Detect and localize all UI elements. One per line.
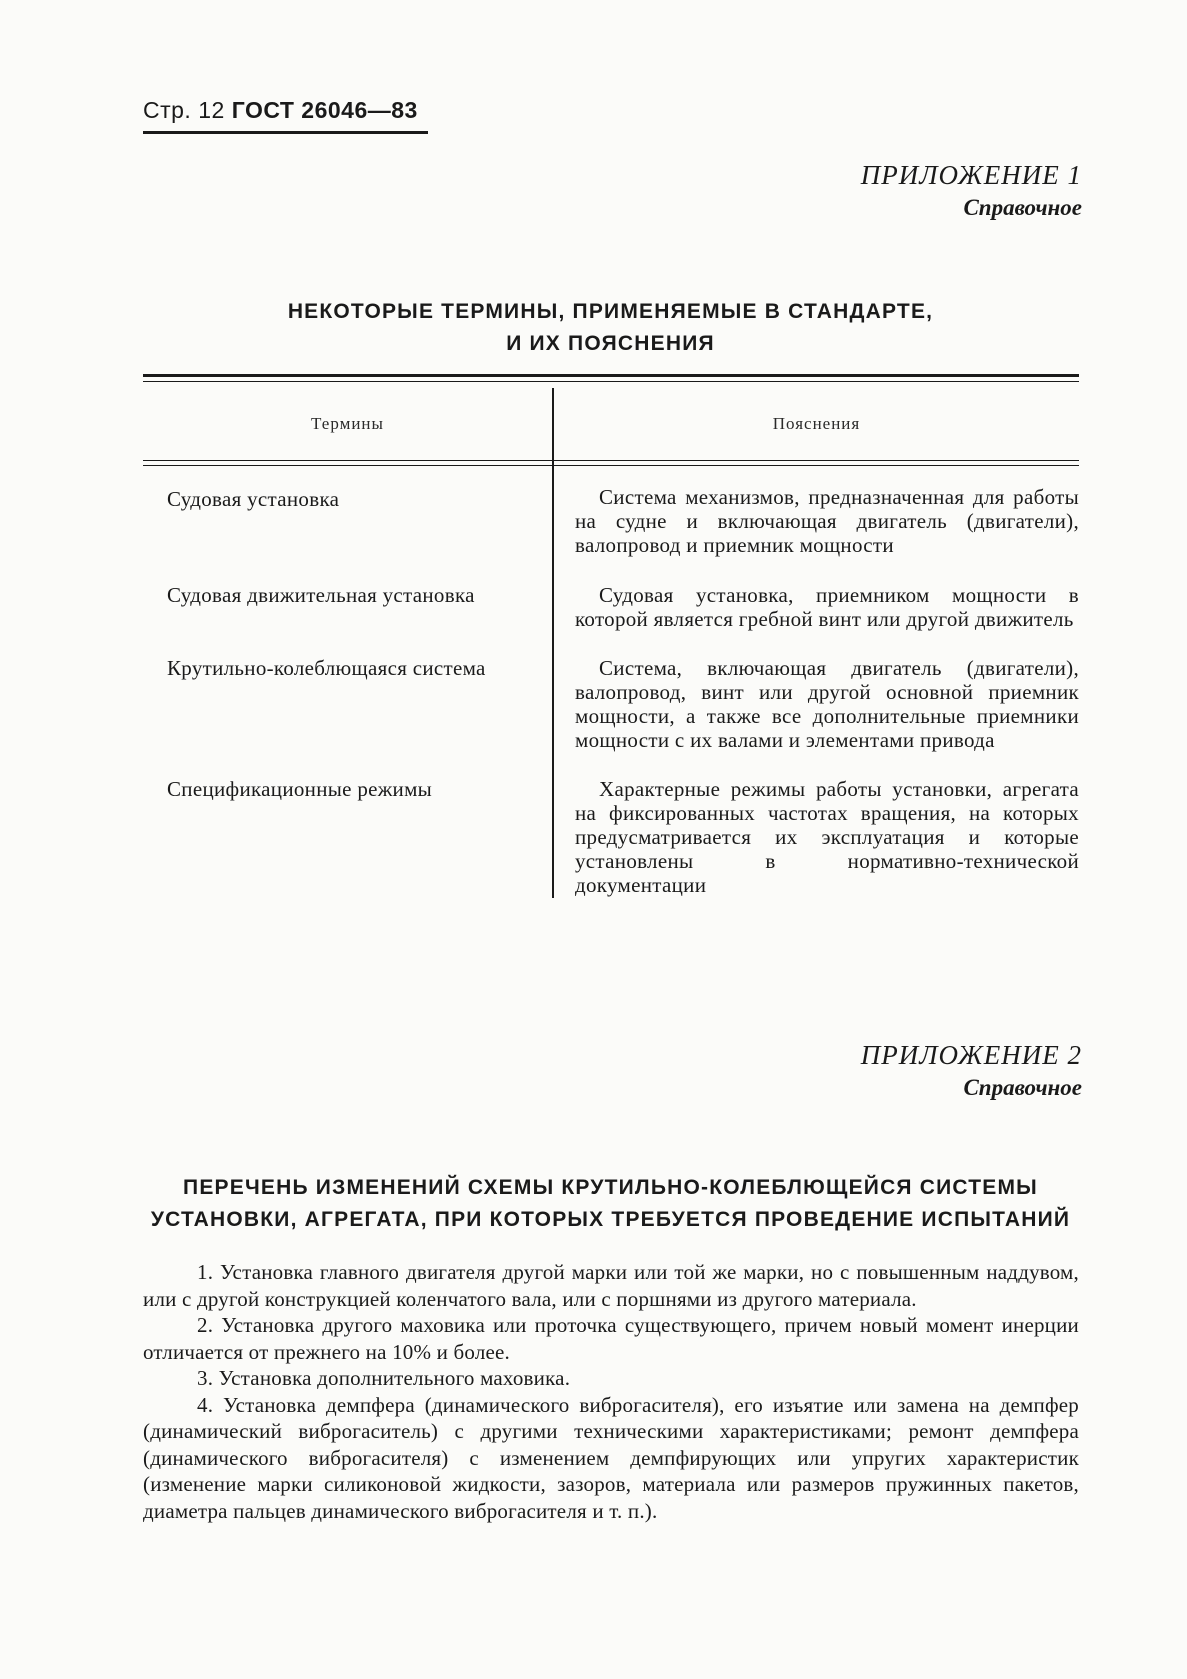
appendix-2-title: ПРИЛОЖЕНИЕ 2: [860, 1040, 1082, 1070]
appendix-2-label: [861, 1040, 1082, 1101]
table-row-term: Судовая движительная установка: [167, 583, 475, 607]
changes-list: [143, 1259, 1079, 1524]
list-item: 4. Установка демпфера (динамического виброгасителя), его изъятие или замена на демпфер (динамический виброгаситель) с другими техническими характеристиками; ремонт демпфера (динамического виброгасителя) с изменением демпфирующих или упругих характеристик (изменение марки силиконовой жидкости, зазоров, материала или размеров пружинных пакетов, диаметра пальцев динамического виброгасителя и т. п.).: [143, 1392, 1079, 1523]
table-header-rule-2: [143, 465, 1079, 466]
list-item: 2. Установка другого маховика или проточка существующего, причем новый момент инерции отличается от прежнего на 10% и более.: [143, 1313, 1079, 1364]
column-header-terms: Термины: [311, 414, 384, 433]
table-header-rule: [143, 460, 1079, 461]
appendix-2-subtitle: Справочное: [963, 1075, 1082, 1100]
appendix-1-subtitle: Справочное: [963, 195, 1082, 220]
section-1-heading-line-2: И ИХ ПОЯСНЕНИЯ: [506, 332, 715, 355]
page-header: [143, 97, 418, 124]
list-item: 1. Установка главного двигателя другой марки или той же марки, но с повышенным наддувом, или с другой конструкцией коленчатого вала, или с поршнями из другого материала.: [143, 1260, 1079, 1311]
section-1-heading: [143, 296, 1078, 360]
header-rule: [143, 131, 428, 134]
page-number: Стр. 12: [143, 97, 225, 123]
appendix-1-label: [861, 160, 1082, 221]
section-1-heading-line-1: НЕКОТОРЫЕ ТЕРМИНЫ, ПРИМЕНЯЕМЫЕ В СТАНДАРТЕ,: [287, 300, 934, 323]
table-top-rule: [143, 374, 1079, 377]
table-row-explanation: Система механизмов, предназначенная для работы на судне и включающая двигатель (двигатели), валопровод и приемник мощности: [575, 485, 1079, 557]
table-row-term: Судовая установка: [167, 487, 340, 511]
table-row-explanation: Характерные режимы работы установки, агрегата на фиксированных частотах вращения, на которых предусматривается их эксплуатация и которые установлены в нормативно-технической документации: [575, 777, 1079, 897]
column-header-explanations: Пояснения: [772, 414, 861, 433]
section-2-heading: [143, 1172, 1078, 1236]
table-row-term: Крутильно-колеблющаяся система: [167, 656, 486, 680]
table-row-term: Спецификационные режимы: [167, 777, 433, 801]
terms-table: [143, 374, 1079, 900]
table-row-explanation: Судовая установка, приемником мощности в которой является гребной винт или другой движитель: [575, 583, 1079, 631]
section-2-heading-line-2: УСТАНОВКИ, АГРЕГАТА, ПРИ КОТОРЫХ ТРЕБУЕТСЯ ПРОВЕДЕНИЕ ИСПЫТАНИЙ: [150, 1208, 1071, 1231]
section-2-heading-line-1: ПЕРЕЧЕНЬ ИЗМЕНЕНИЙ СХЕМЫ КРУТИЛЬНО-КОЛЕБЛЮЩЕЙСЯ СИСТЕМЫ: [183, 1176, 1038, 1199]
appendix-1-title: ПРИЛОЖЕНИЕ 1: [860, 160, 1082, 190]
table-row-explanation: Система, включающая двигатель (двигатели), валопровод, винт или другой основной приемник мощности, а также все дополнительные приемники мощности с их валами и элементами привода: [575, 656, 1079, 752]
list-item: 3. Установка дополнительного маховика.: [197, 1366, 571, 1390]
standard-id: ГОСТ 26046—83: [231, 97, 418, 123]
table-top-rule-thin: [143, 381, 1079, 382]
